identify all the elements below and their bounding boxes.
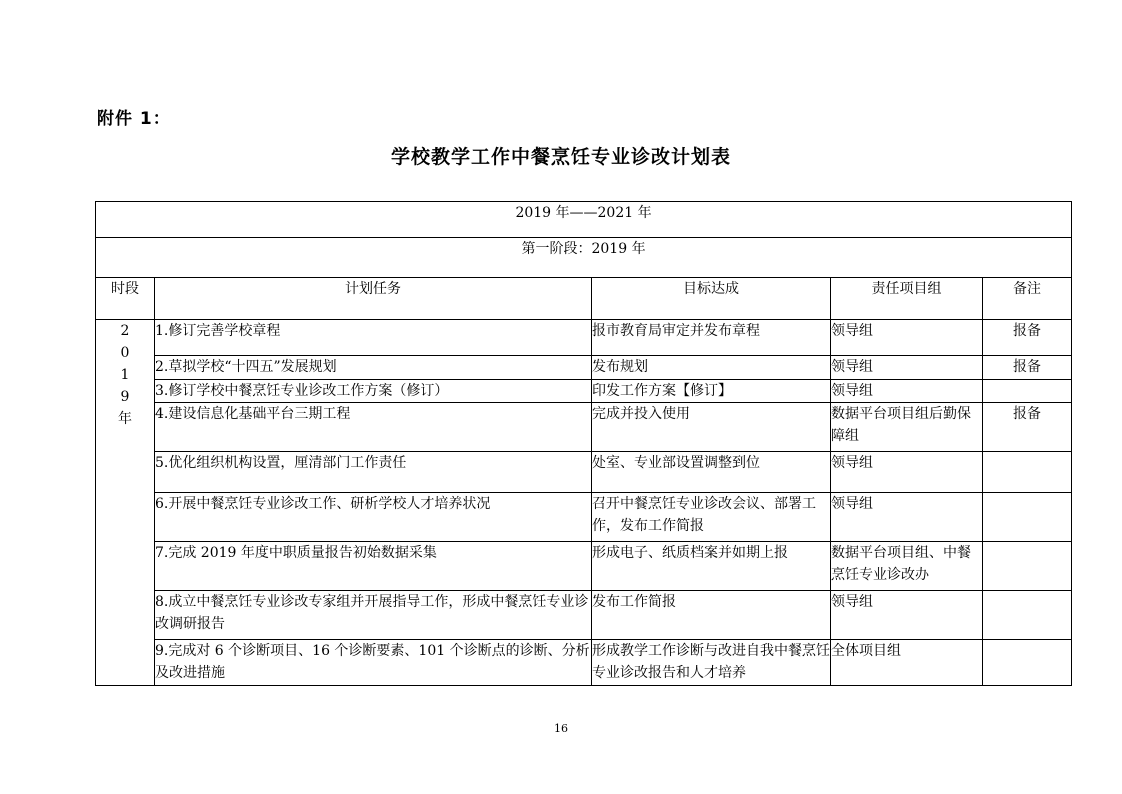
header-task: 计划任务 [155, 278, 592, 320]
task-cell: 9.完成对 6 个诊断项目、16 个诊断要素、101 个诊断点的诊断、分析及改进措施 [155, 640, 592, 686]
group-cell: 领导组 [831, 356, 983, 380]
header-period: 时段 [96, 278, 155, 320]
goal-cell: 形成电子、纸质档案并如期上报 [592, 542, 831, 591]
header-note: 备注 [983, 278, 1072, 320]
task-cell: 4.建设信息化基础平台三期工程 [155, 403, 592, 452]
note-cell [983, 452, 1072, 493]
goal-cell: 印发工作方案【修订】 [592, 380, 831, 403]
attachment-label: 附件 1： [97, 109, 171, 129]
group-cell: 领导组 [831, 591, 983, 640]
stage-row: 第一阶段：2019 年 [96, 238, 1072, 278]
group-cell: 数据平台项目组、中餐烹饪专业诊改办 [831, 542, 983, 591]
goal-cell: 形成教学工作诊断与改进自我中餐烹饪专业诊改报告和人才培养 [592, 640, 831, 686]
task-cell: 3.修订学校中餐烹饪专业诊改工作方案（修订） [155, 380, 592, 403]
table-row [96, 320, 1072, 356]
period-char: 年 [118, 411, 132, 427]
goal-cell: 处室、专业部设置调整到位 [592, 452, 831, 493]
table-row [96, 380, 1072, 403]
goal-cell: 发布工作简报 [592, 591, 831, 640]
plan-table [95, 201, 1072, 686]
task-cell: 1.修订完善学校章程 [155, 320, 592, 356]
table-row [96, 452, 1072, 493]
group-cell: 领导组 [831, 493, 983, 542]
table-row [96, 640, 1072, 686]
task-cell: 7.完成 2019 年度中职质量报告初始数据采集 [155, 542, 592, 591]
note-cell: 报备 [983, 356, 1072, 380]
task-cell: 6.开展中餐烹饪专业诊改工作、研析学校人才培养状况 [155, 493, 592, 542]
goal-cell: 完成并投入使用 [592, 403, 831, 452]
year-range-row: 2019 年——2021 年 [96, 202, 1072, 238]
note-cell: 报备 [983, 403, 1072, 452]
goal-cell: 发布规划 [592, 356, 831, 380]
note-cell [983, 542, 1072, 591]
group-cell: 领导组 [831, 380, 983, 403]
period-char: 9 [120, 389, 130, 405]
group-cell: 数据平台项目组后勤保障组 [831, 403, 983, 452]
note-cell [983, 591, 1072, 640]
goal-cell: 报市教育局审定并发布章程 [592, 320, 831, 356]
header-group: 责任项目组 [831, 278, 983, 320]
group-cell: 领导组 [831, 452, 983, 493]
document-title: 学校教学工作中餐烹饪专业诊改计划表 [390, 146, 731, 168]
page-number: 16 [554, 722, 568, 735]
table-row [96, 542, 1072, 591]
table-row [96, 403, 1072, 452]
note-cell: 报备 [983, 320, 1072, 356]
period-char: 2 [120, 323, 130, 339]
group-cell: 领导组 [831, 320, 983, 356]
task-cell: 2.草拟学校“十四五”发展规划 [155, 356, 592, 380]
goal-cell: 召开中餐烹饪专业诊改会议、部署工作，发布工作简报 [592, 493, 831, 542]
period-char: 0 [120, 345, 130, 361]
group-cell: 全体项目组 [831, 640, 983, 686]
period-cell [96, 320, 155, 686]
table-row [96, 356, 1072, 380]
table-row [96, 493, 1072, 542]
task-cell: 8.成立中餐烹饪专业诊改专家组并开展指导工作，形成中餐烹饪专业诊改调研报告 [155, 591, 592, 640]
table-row [96, 591, 1072, 640]
header-goal: 目标达成 [592, 278, 831, 320]
task-cell: 5.优化组织机构设置，厘清部门工作责任 [155, 452, 592, 493]
note-cell [983, 493, 1072, 542]
note-cell [983, 380, 1072, 403]
note-cell [983, 640, 1072, 686]
period-char: 1 [120, 367, 130, 383]
